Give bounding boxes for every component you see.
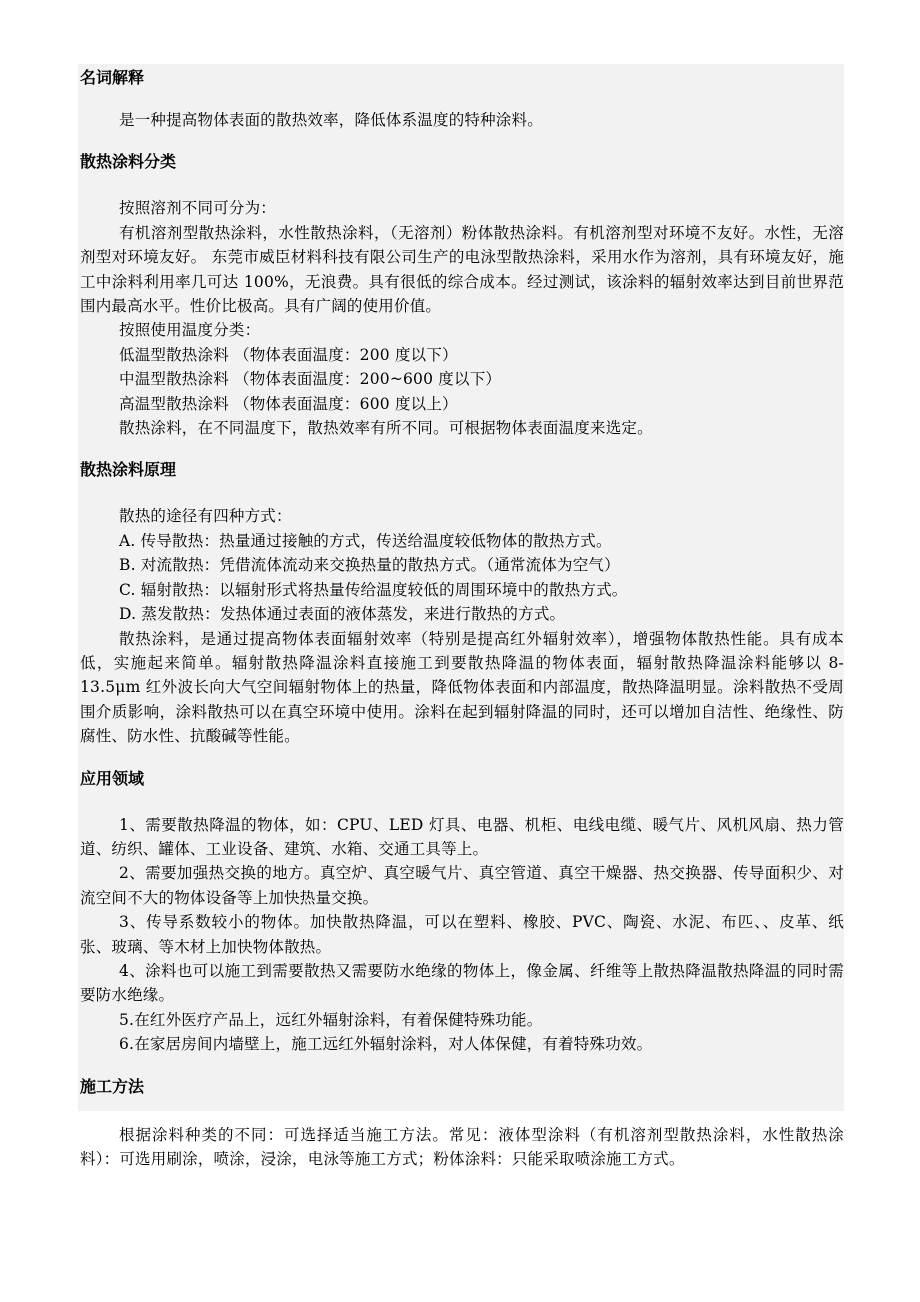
section-title-classification: 散热涂料分类 (80, 152, 177, 172)
shaded-content-area (78, 64, 844, 1111)
application-line: 3、传导系数较小的物体。加快散热降温，可以在塑料、橡胶、PVC、陶瓷、水泥、布匹、、皮革、纸张、玻璃、等木材上加快物体散热。 (80, 913, 844, 956)
principle-line: B. 对流散热：凭借流体流动来交换热量的散热方式。（通常流体为空气） (119, 556, 620, 575)
application-line: 6.在家居房间内墙壁上，施工远红外辐射涂料，对人体保健，有着特殊功效。 (119, 1035, 653, 1054)
construction-body: 根据涂料种类的不同：可选择适当施工方法。常见：液体型涂料（有机溶剂型散热涂料，水性散热涂料）：可选用刷涂，喷涂，浸涂，电泳等施工方式；粉体涂料：只能采取喷涂施工方式。 (80, 1125, 844, 1168)
application-line: 5.在红外医疗产品上，远红外辐射涂料，有着保健特殊功能。 (119, 1010, 543, 1029)
principle-line: 散热的途径有四种方式： (119, 507, 292, 526)
section-title-principle: 散热涂料原理 (80, 460, 177, 480)
section-title-construction: 施工方法 (80, 1076, 145, 1096)
principle-line: A. 传导散热：热量通过接触的方式，传送给温度较低物体的散热方式。 (119, 531, 612, 550)
principle-line: 散热涂料，是通过提高物体表面辐射效率（特别是提高红外辐射效率），增强物体散热性能。具有成本低，实施起来简单。辐射散热降温涂料直接施工到要散热降温的物体表面，辐射散热降温涂料能够以 8-13.5μm 红外波长向大气空间辐射物体上的热量，降低物体表面和内部温度，散热降温明显。涂料散热不受周围介质影响，涂料散热可以在真空环境中使用。涂料在起到辐射降温的同时，还可以增加自洁性、绝缘性、防腐性、防水性、抗酸碱等性能。 (80, 629, 844, 746)
classification-line: 散热涂料，在不同温度下，散热效率有所不同。可根据物体表面温度来选定。 (119, 419, 653, 438)
classification-line: 高温型散热涂料 （物体表面温度：600 度以上） (119, 394, 458, 413)
section-title-definition: 名词解释 (80, 68, 145, 87)
principle-line: D. 蒸发散热：发热体通过表面的液体蒸发，来进行散热的方式。 (119, 605, 566, 624)
classification-line: 低温型散热涂料 （物体表面温度：200 度以下） (119, 345, 458, 364)
application-line: 4、涂料也可以施工到需要散热又需要防水绝缘的物体上，像金属、纤维等上散热降温散热降温的同时需要防水绝缘。 (80, 961, 844, 1005)
definition-body: 是一种提高物体表面的散热效率，降低体系温度的特种涂料。 (119, 111, 543, 129)
classification-line: 按照溶剂不同可分为： (119, 199, 277, 218)
application-line: 1、需要散热降温的物体，如：CPU、LED 灯具、电器、机柜、电线电缆、暖气片、风机风扇、热力管道、纺织、罐体、工业设备、建筑、水箱、交通工具等上。 (80, 815, 844, 858)
section-title-application: 应用领域 (80, 768, 145, 788)
classification-line: 按照使用温度分类： (119, 321, 261, 340)
document-page (78, 64, 844, 1171)
application-line: 2、需要加强热交换的地方。真空炉、真空暖气片、真空管道、真空干燥器、热交换器、传导面积少、对流空间不大的物体设备等上加快热量交换。 (80, 864, 844, 907)
classification-line: 有机溶剂型散热涂料，水性散热涂料，（无溶剂）粉体散热涂料。有机溶剂型对环境不友好。水性，无溶剂型对环境友好。 东莞市威臣材料科技有限公司生产的电泳型散热涂料，采用水作为溶剂，具有环境友好，施工中涂料利用率几可达 100%，无浪费。具有很低的综合成本。经过测试，该涂料的辐射效率达到目前世界范围内最高水平。性价比极高。具有广阔的使用价值。 (80, 223, 844, 316)
classification-line: 中温型散热涂料 （物体表面温度：200~600 度以下） (119, 370, 502, 389)
principle-line: C. 辐射散热：以辐射形式将热量传给温度较低的周围环境中的散热方式。 (119, 580, 628, 599)
